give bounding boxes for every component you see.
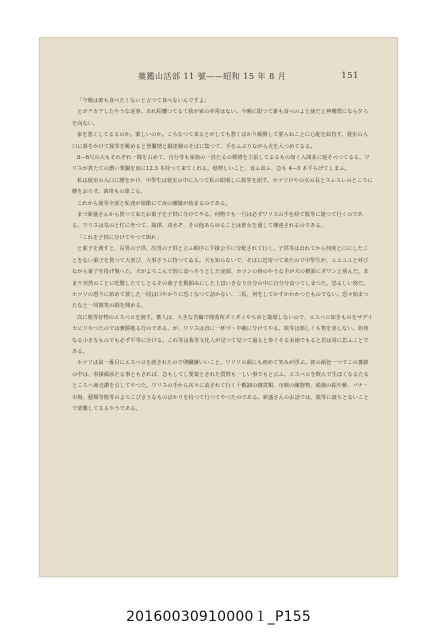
paragraph: まづ新盛さんから貰つて来たお菓子を子供に分けてやる。何物でも一旦は必ずワリスの手を経て簇等に渡つて行くのである。ワリスは気のと忙に坐つて、歳澤、双水ぞ、その他あらゆることは彼女を通して傳達されるのである。 (72, 212, 363, 230)
paragraph: ホツソは第一番目にエスペロを渡されたので卵臓嫌いいこと、ワリソの顔にも初めて笑みが浮ぶ。彼の顔色一つでこの蕃卸の中は、奉掛顔添たる事ともされば、急もしてし要薬とされた質陛も一しい事でもと云ふ。エスペロを飲んで生ほくなるたるところへ商売讃を引してやつた。ワリスの手から次々に流されて行く十數卸の雜貨類、市映の練器物、絹器の振や紫、パナ・市場、藝類等簇等のよろこびさうなものばかりを持つて行つてやつたのである。新盛さんのお話では、簇等に渡ちとないことで蒙難してるるやうである。 (72, 360, 369, 412)
paragraph: 「これを子供に分けてやつて娯れ」 (77, 234, 162, 241)
page-number: 151 (341, 71, 359, 81)
paragraph: 家を悪くしてるるのか。案しいのか。こちなつて来るとがしても愁くばかり解勝して要らねことに心配を絵持す。寝室の入口に暮をかけて簇等を眺めると皆繋情と闘達鏡のそばに集つて、手をふぶりながら火を入つめてるる。 (72, 132, 368, 150)
paragraph: 「今晩は誰も食べたくないと言つて食べないんですよ」 (77, 98, 210, 104)
paragraph: と菓子を渡すと、長男の子供、次男の子供と言ふ順序に平掛公平に分配されて行く。子供等は出れてから何度と口にしたことをない菓子を貰つて大喜び、大事さうに持つてゐる。犬も知らないで、そばに近寄つて来たので中學生が、ユユユユと呼びながら菓子を投げ與へた。犬がよろこんで習に食へやうとした途端、ホツンの傍のやうな手が犬の横面にダワンと飛んだ。あまり突然のことに吃驚したてしとるその菓子を驚掴みにした上ほいきなり自分の中に自分分食つてしまつた。恐るしい努だ。ホツソの怒りに始めて彼した一同は口やかりに恐くなつて話かない。二仮、何をしてかすかわかつたものでない。恐々始まつたなと一同微笑の損を開める。 (72, 246, 369, 310)
running-title: 薬鑑山活部 11 號——昭和 15 年 8 月 (138, 72, 287, 81)
image-id-caption: 20160030910000１_P155 (126, 609, 311, 625)
paragraph: とボヲカヲしたやうな返事。あれ程饑つてるて我が家の亦常はない。今晩に限つて誰も食べのよと使だと神棚賞になら夕ろを向ない。 (72, 109, 369, 127)
paragraph: 8—6尺の大もそれぞれ一隊を占めて、自分等も家族の一員たるの標將を主張してるるもの如く入間並に寝そべつてるる。ワリスが煮たての燃い栗鍋を皿に12.3 本持つて来てくれる。慰哩しいこと、食ふ食ふ、急も 4—5 本平らげてしまふ。 (72, 155, 370, 173)
paragraph: これから簇等全部と私達が暗酷にて夜の團欒が始まるのである。 (77, 200, 231, 207)
page-header (40, 71, 397, 85)
paragraph: 私は寝室の入口に腰をかけ、中學生は寝室の中に入つて私の眼順しに簇等を語す。ホツソけやの女の長とスレスレのところに腰をおろす。萬帯もの蒙こる。 (72, 177, 373, 196)
body-text (72, 96, 373, 415)
paragraph: 次に簇等好物のエスペロを渡す。蕃人は、大きな苦輪で圓蒸所ダイダイやちめと薬瑠しないので、エスペロ如きものをサデイカビリやつたのでは實勝地る行のである。が、ワリスは直に一杯づヽ半碗に分けてやる。簇等は嬉しくも物を喜しない。如何なる小さなものでも必ず平等に分ける。これ等は我等文化人が見つて見つて過ると参ぐそる美徳でもると思は常に思ふことである。 (72, 314, 373, 355)
document-page (40, 38, 397, 576)
